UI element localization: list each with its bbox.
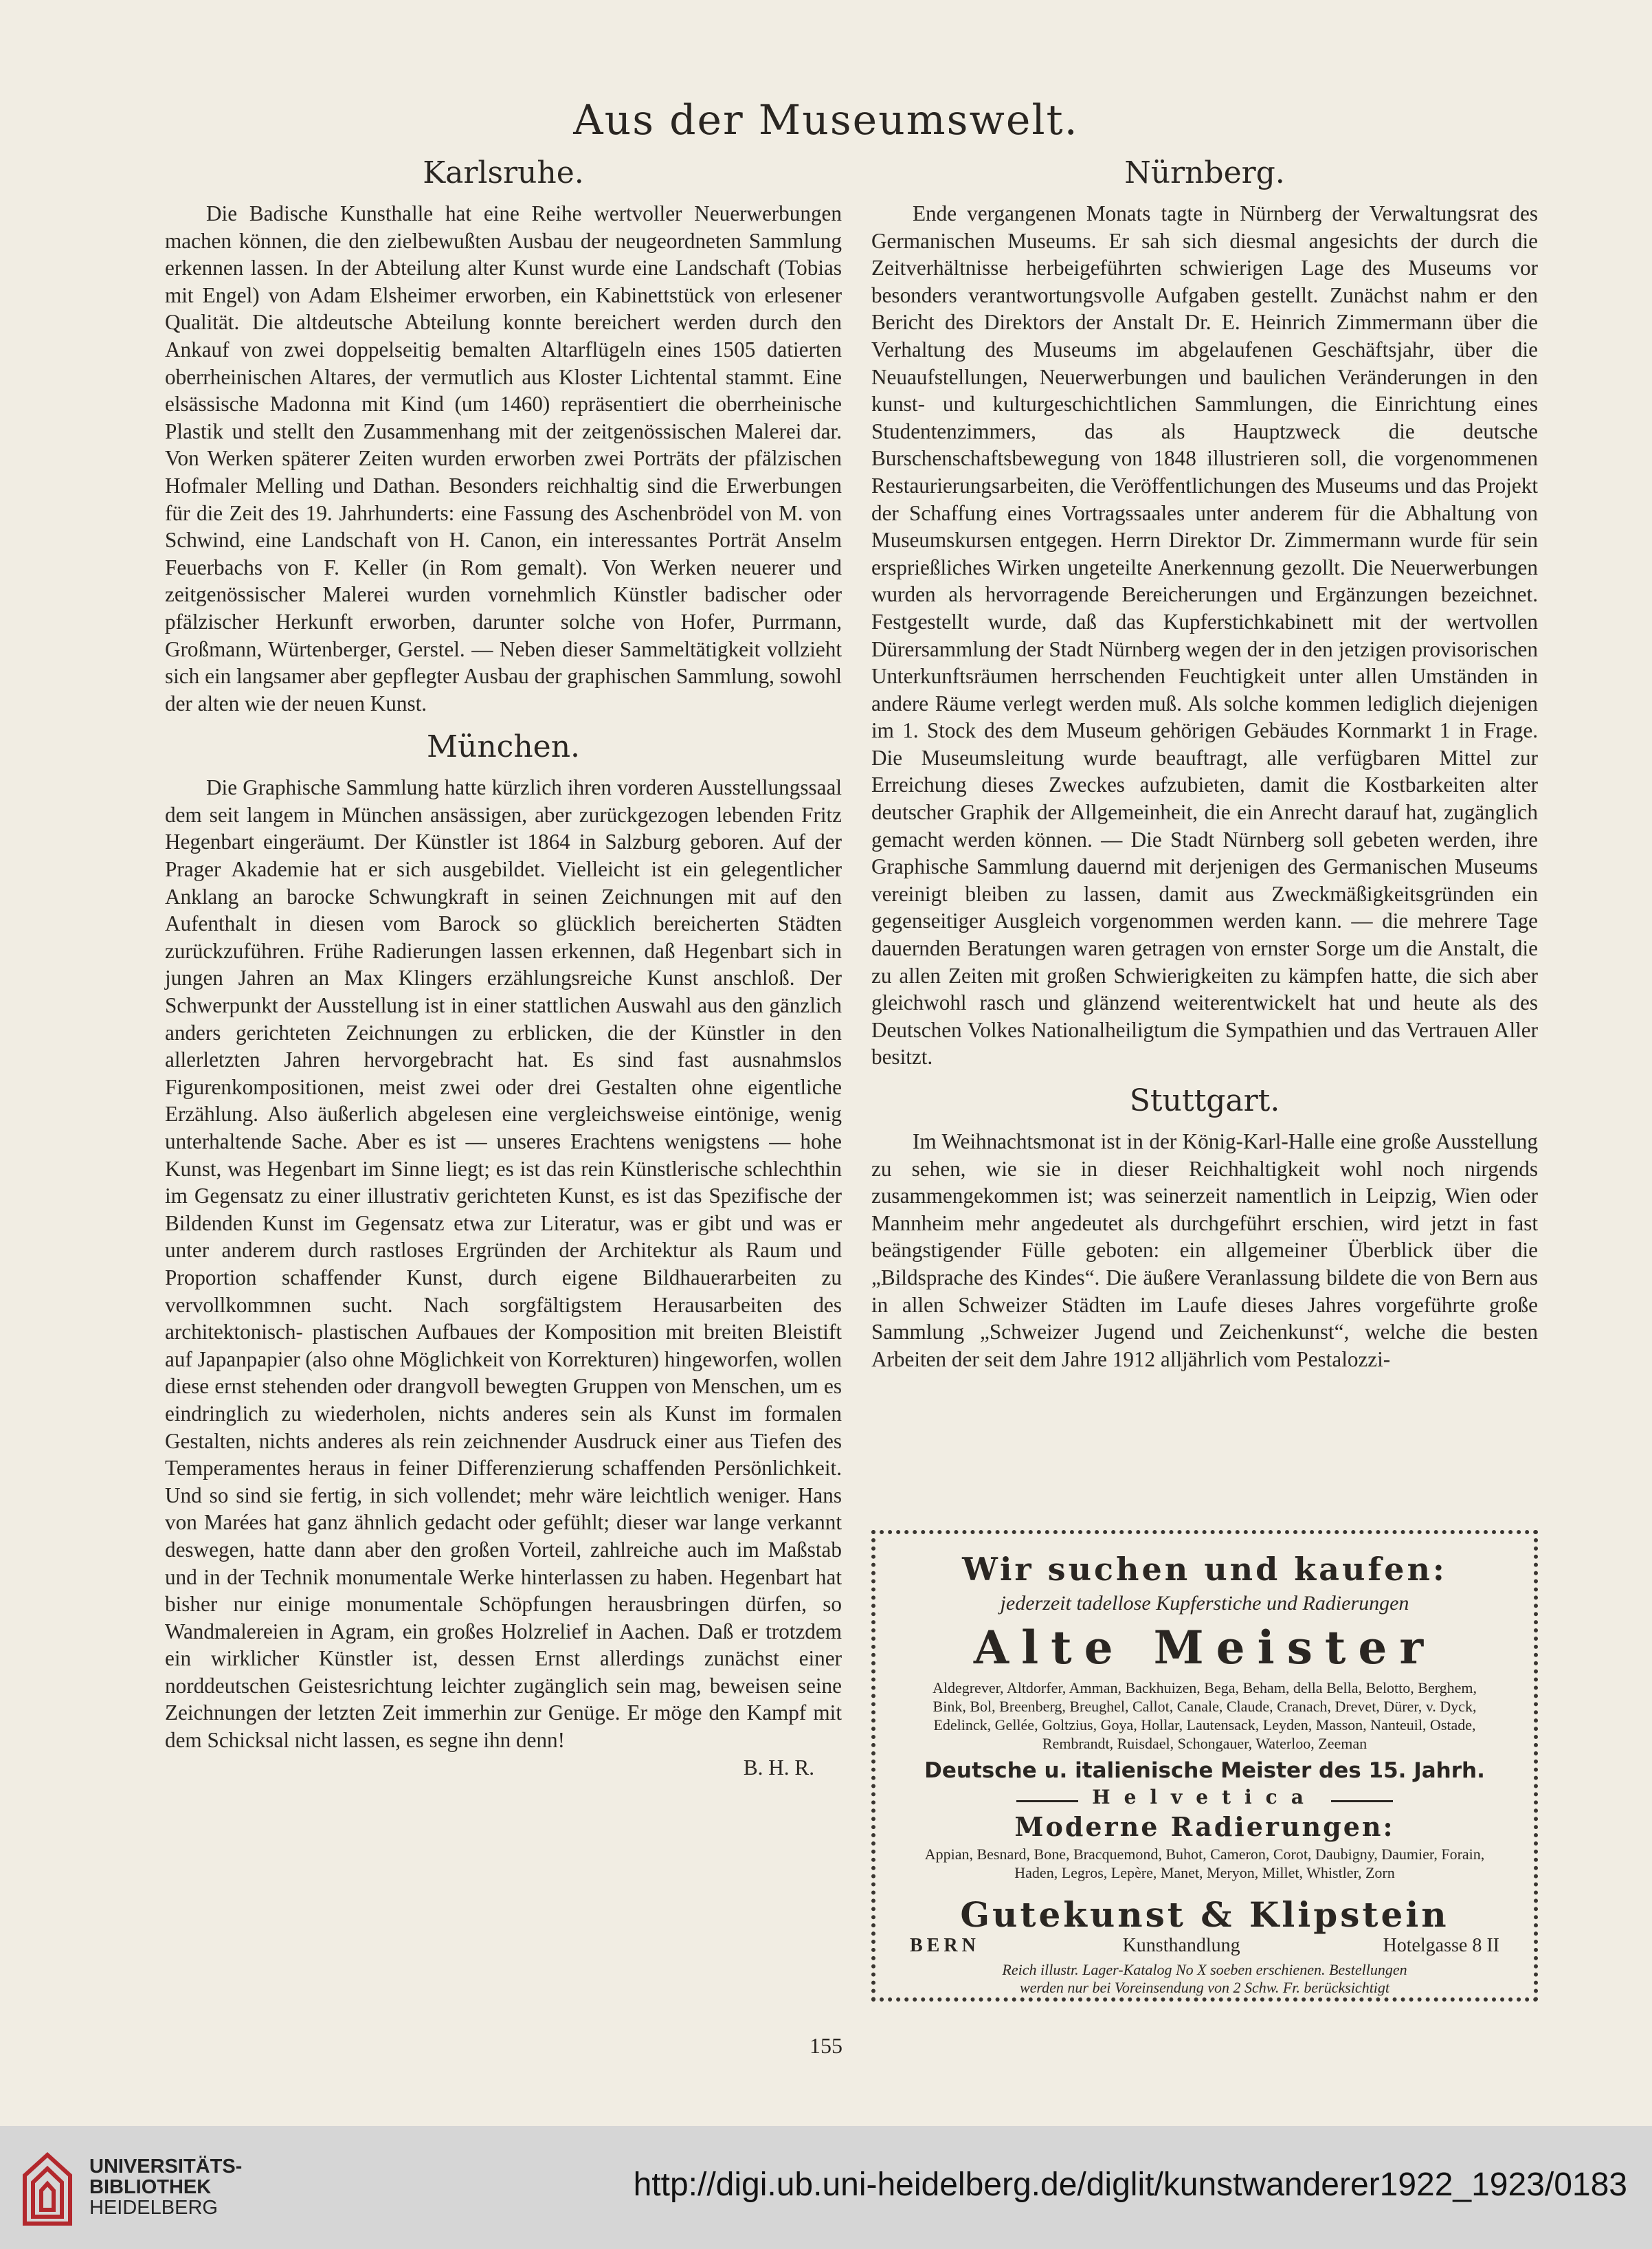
section-heading-karlsruhe: Karlsruhe. <box>423 155 584 190</box>
article-signature: B. H. R. <box>743 1755 814 1780</box>
library-footer <box>0 2126 1652 2249</box>
ad-note-line-2: werden nur bei Voreinsendung von 2 Schw. Fr. berücksichtigt <box>1019 1979 1390 1996</box>
section-heading-muenchen: München. <box>426 729 581 765</box>
library-line-2: BIBLIOTHEK <box>89 2176 212 2198</box>
source-url-link[interactable]: http://digi.ub.uni-heidelberg.de/diglit/kunstwanderer1922_1923/0183 <box>633 2167 1627 2203</box>
ad-dash-right <box>1331 1800 1393 1802</box>
library-line-1: UNIVERSITÄTS- <box>89 2156 243 2178</box>
section-heading-stuttgart: Stuttgart. <box>1129 1083 1280 1118</box>
advertisement-box <box>871 1530 1538 2002</box>
ad-helvetica: Helvetica <box>1092 1786 1317 1808</box>
ad-city: BERN <box>910 1935 980 1956</box>
page-number: 155 <box>810 2033 842 2058</box>
article-stuttgart: Im Weihnachtsmonat ist in der König-Karl-Halle eine große Ausstellung zu sehen, wie sie in dieser Reichhaltigkeit wohl noch nirgends zusammengekommen ist; was seinerzeit namentlich in Leipzig, Wien oder Mannheim mehr angedeutet als durchgeführt erschien, wird jetzt in fast beängstigender Fülle geboten: ein allgemeiner Überblick über die „Bildsprache des Kindes“. Die äußere Veranlassung bildete die von Bern aus in allen Schweizer Städten im Laufe dieses Jahres vorgeführte große Sammlung „Schweizer Jugend und Zeichenkunst“, welche die besten Arbeiten der seit dem Jahre 1912 alljährlich vom Pestalozzi- <box>871 1129 1538 1371</box>
ad-business-type: Kunsthandlung <box>1122 1935 1240 1956</box>
section-heading-nuernberg: Nürnberg. <box>1124 155 1285 190</box>
ad-headline: Wir suchen und kaufen: <box>962 1551 1447 1588</box>
ad-address-row <box>896 1935 1513 1957</box>
ad-masters-line: Deutsche u. italienische Meister des 15. Jahrh. <box>924 1758 1485 1783</box>
right-column <box>871 155 1538 1373</box>
ad-address: Hotelgasse 8 II <box>1383 1935 1499 1956</box>
library-name <box>89 2156 242 2218</box>
article-muenchen: Die Graphische Sammlung hatte kürzlich ihren vorderen Ausstellungssaal dem seit langem in München ansässigen, aber zurückgezogen lebenden Fritz Hegenbart eingeräumt. Der Künstler ist 1864 in Salzburg geboren. Auf der Prager Akademie hat er sich ausgebildet. Vielleicht ist ein gelegentlicher Anklang an barocke Schwungkraft in seinen Zeichnungen mit auf den Aufenthalt in diesen vom Barock so glücklich bereicherten Städten zurückzuführen. Frühe Radierungen lassen erkennen, daß Hegenbart sich in jungen Jahren an Max Klingers erzählungsreiche Kunst anschloß. Der Schwerpunkt der Ausstellung ist in einer stattlichen Auswahl aus den gänzlich anders gerichteten Zeichnungen zu erblicken, die der Künstler in den allerletzten Jahren hervorgebracht hat. Es sind fast ausnahmslos Figurenkompositionen, meist zwei oder drei Gestalten ohne eigentliche Erzählung. Also äußerlich abgelesen eine vergleichsweise eintönige, wenig unterhaltende Sache. Aber es ist — unseres Erachtens wenigstens — hohe Kunst, was Hegenbart im Sinne liegt; es ist das rein Künstlerische schlechthin im Gegensatz zu einer illustrativ gerichteten Kunst, es ist das Spezifische der Bildenden Kunst im Gegensatz etwa zur Literatur, was er gibt und was er unter anderem durch rastloses Ergründen der Architektur als Raum und Proportion schaffender Kunst, durch eigene Bildhauerarbeiten zu vervollkommnen sucht. Nach sorgfältigstem Herausarbeiten des architektonisch- plastischen Aufbaues der Komposition mit breiten Bleistift auf Japanpapier (also ohne Möglichkeit von Korrekturen) hingeworfen, wollen diese ernst stehenden oder drangvoll bewegten Gruppen von Menschen, um es eindringlich zu wiederholen, nichts anderes sein als Kunst im formalen Gestalten, nichts anderes als rein zeichnender Ausdruck einer aus Tiefen des Temperamentes heraus in feiner Differenzierung schaffenden Persönlichkeit. Und so sind sie fertig, in sich vollendet; mehr wäre leichtlich weniger. Hans von Marées hat ganz ähnlich gedacht oder gefühlt; dieser war lange verkannt deswegen, hatte dann aber den großen Vorteil, zahlreiche auch im Maßstab und in der Technik monumentale Werke hinterlassen zu haben. Hegenbart hat bisher nur einige monumentale Schöpfungen herausbringen dürfen, so Wandmalereien in Agram, ein großes Holzrelief in Aachen. Daß er trotzdem ein wirklicher Künstler ist, dessen Ernst allerdings zunächst einer norddeutschen Geistesrichtung leichter zugänglich sein mag, beweisen seine Zeichnungen der letzten Zeit immerhin zur Genüge. Er möge den Kampf mit dem Schicksal nicht lassen, es segne ihn denn! <box>165 775 842 1753</box>
ad-artist-list: Aldegrever, Altdorfer, Amman, Backhuizen, Bega, Beham, della Bella, Belotto, Berghem, Bink, Bol, Breenberg, Breughel, Callot, Canale, Claude, Cranach, Drevet, Dürer, v. Dyck, Edelinck, Gellée, Goltzius, Goya, Hollar, Lautensack, Leyden, Masson, Nanteuil, Ostade, Rembrandt, Ruisdael, Schongauer, Waterloo, Zeeman <box>932 1679 1477 1752</box>
page-title: Aus der Museumswelt. <box>573 96 1079 144</box>
left-column <box>165 155 842 1781</box>
ad-big-title: Alte Meister <box>973 1621 1436 1674</box>
library-line-3: HEIDELBERG <box>89 2197 218 2219</box>
ad-note-line-1: Reich illustr. Lager-Katalog No X soeben erschienen. Bestellungen <box>1002 1961 1407 1978</box>
ad-helvetica-row <box>896 1786 1513 1808</box>
ad-subline: jederzeit tadellose Kupferstiche und Radierungen <box>1000 1592 1409 1615</box>
article-nuernberg: Ende vergangenen Monats tagte in Nürnberg der Verwaltungsrat des Germanischen Museums. Er sah sich diesmal angesichts der durch die Zeitverhältnisse herbeigeführten schwierigen Lage des Museums vor besonders verantwortungsvolle Aufgaben gestellt. Zunächst nahm er den Bericht des Direktors der Anstalt Dr. E. Heinrich Zimmermann über die Verhaltung des Museums im abgelaufenen Geschäftsjahr, über die Neuaufstellungen, Neuerwerbungen und baulichen Veränderungen in den kunst- und kulturgeschichtlichen Sammlungen, die Einrichtung eines Studentenzimmers, das als Hauptzweck die deutsche Burschenschaftsbewegung von 1848 illustrieren soll, die vorgenommenen Restaurierungsarbeiten, die Veröffentlichungen des Museums und das Projekt der Schaffung eines Vortragssaales unter anderem für die Abhaltung von Museumskursen entgegen. Herrn Direktor Dr. Zimmermann wurde für sein ersprießliches Wirken ungeteilte Anerkennung gezollt. Die Neuerwerbungen wurden als hervorragende Bereicherungen und Ergänzungen bezeichnet. Festgestellt wurde, daß das Kupferstichkabinett mit der wertvollen Dürersammlung der Stadt Nürnberg wegen der in den jetzigen provisorischen Unterkunftsräumen herrschenden Feuchtigkeit unter allen Umständen in andere Räume verlegt werden muß. Als solche kommen lediglich diejenigen im 1. Stock des dem Museum gehörigen Gebäudes Kornmarkt 1 in Frage. Die Museumsleitung wurde beauftragt, alle verfügbaren Mittel zur Erreichung dieses Zweckes aufzubieten, damit die Kostbarkeiten alter deutscher Graphik der Allgemeinheit, die ein Anrecht darauf hat, zugänglich gemacht werden können. — Die Stadt Nürnberg soll gebeten werden, ihre Graphische Sammlung dauernd mit derjenigen des Germanischen Museums vereinigt bleiben zu lassen, damit aus Zweckmäßigkeitsgründen ein gegenseitiger Ausgleich vorgenommen werden kann. — die mehrere Tage dauernden Beratungen waren getragen von ernster Sorge um die Anstalt, die zu allen Zeiten mit großen Schwierigkeiten zu kämpfen hatte, die sich aber gleichwohl rasch und glänzend weiterentwickelt hat und heute als des Deutschen Volkes Nationalheiligtum die Sympathien und das Vertrauen Aller besitzt. <box>871 201 1538 1070</box>
article-karlsruhe: Die Badische Kunsthalle hat eine Reihe wertvoller Neuerwerbungen machen können, die den zielbewußten Ausbau der neugeordneten Sammlung erkennen lassen. In der Abteilung alter Kunst wurde eine Landschaft (Tobias mit Engel) von Adam Elsheimer erworben, ein Kabinettstück von erlesener Qualität. Die altdeutsche Abteilung konnte bereichert werden durch den Ankauf von zwei doppelseitig bemalten Altarflügeln eines 1505 datierten oberrheinischen Altares, der vermutlich aus Kloster Lichtental stammt. Eine elsässische Madonna mit Kind (um 1460) repräsentiert die oberrheinische Plastik und stellt den Zusammenhang mit der zeitgenössischen Malerei dar. Von Werken späterer Zeiten wurden erworben zwei Porträts der pfälzischen Hofmaler Melling und Dathan. Besonders reichhaltig sind die Erwerbungen für die Zeit des 19. Jahrhunderts: eine Fassung des Aschenbrödel von M. von Schwind, eine Landschaft von H. Canon, ein interessantes Porträt Anselm Feuerbachs von F. Keller (in Rom gemalt). Von Werken neuerer und zeitgenössischer Malerei wurden vornehmlich Künstler badischer oder pfälzischer Herkunft erworben, darunter solche von Hofer, Purrmann, Großmann, Würtenberger, Gerstel. — Neben dieser Sammeltätigkeit vollzieht sich ein langsamer aber gepflegter Ausbau der graphischen Sammlung, sowohl der alten wie der neuen Kunst. <box>165 201 842 716</box>
ad-modern-artist-list: Appian, Besnard, Bone, Bracquemond, Buhot, Cameron, Corot, Daubigny, Daumier, Forain, Haden, Legros, Lepère, Manet, Meryon, Millet, Whistler, Zorn <box>924 1846 1485 1881</box>
ad-modern-heading: Moderne Radierungen: <box>1014 1811 1395 1842</box>
ad-dash-left <box>1016 1800 1078 1802</box>
library-logo-icon <box>18 2141 77 2230</box>
ad-firm-name: Gutekunst & Klipstein <box>960 1894 1449 1935</box>
